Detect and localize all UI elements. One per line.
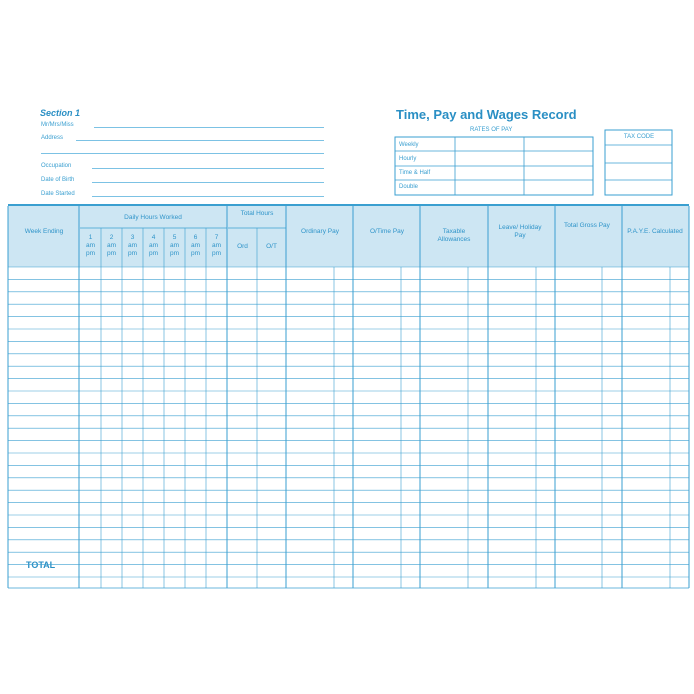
rate-label-hourly: Hourly [399, 156, 417, 162]
day-6: 6 am pm [190, 234, 201, 257]
rate-label-double: Double [399, 184, 419, 190]
header-leave-holiday-pay: Leave/ Holiday Pay [498, 224, 542, 239]
header-daily-hours: Daily Hours Worked [124, 214, 182, 221]
header-taxable-allowances: Taxable Allowances [437, 228, 471, 243]
header-ot: O/T [266, 243, 277, 250]
day-4: 4 am pm [148, 234, 159, 257]
day-5: 5 am pm [169, 234, 180, 257]
field-label-occupation: Occupation [41, 163, 72, 169]
field-label-dob: Date of Birth [41, 177, 75, 183]
header-total-hours: Total Hours [240, 210, 274, 217]
header-total-gross-pay: Total Gross Pay [564, 222, 610, 229]
record-title: Time, Pay and Wages Record [396, 107, 577, 122]
tax-code-box[interactable] [605, 130, 672, 195]
header-week-ending: Week Ending [24, 228, 64, 235]
header-ord: Ord [237, 243, 248, 250]
field-label-date-started: Date Started [41, 191, 75, 197]
day-1: 1 am pm [85, 234, 96, 257]
rates-of-pay-title: RATES OF PAY [470, 127, 513, 133]
header-otime-pay: O/Time Pay [369, 228, 405, 235]
rate-label-weekly: Weekly [399, 142, 419, 148]
section-title: Section 1 [40, 108, 81, 118]
field-label-address: Address [41, 135, 64, 141]
header-ordinary-pay: Ordinary Pay [301, 228, 339, 235]
day-2: 2 am pm [106, 234, 117, 257]
total-row-label: TOTAL [26, 560, 56, 570]
day-3: 3 am pm [127, 234, 138, 257]
field-label-name: Mr/Mrs/Miss [41, 122, 74, 128]
tax-code-label: TAX CODE [623, 134, 655, 140]
header-paye: P.A.Y.E. Calculated [627, 228, 683, 235]
rate-label-time-half: Time & Half [399, 170, 431, 176]
day-7: 7 am pm [211, 234, 222, 257]
